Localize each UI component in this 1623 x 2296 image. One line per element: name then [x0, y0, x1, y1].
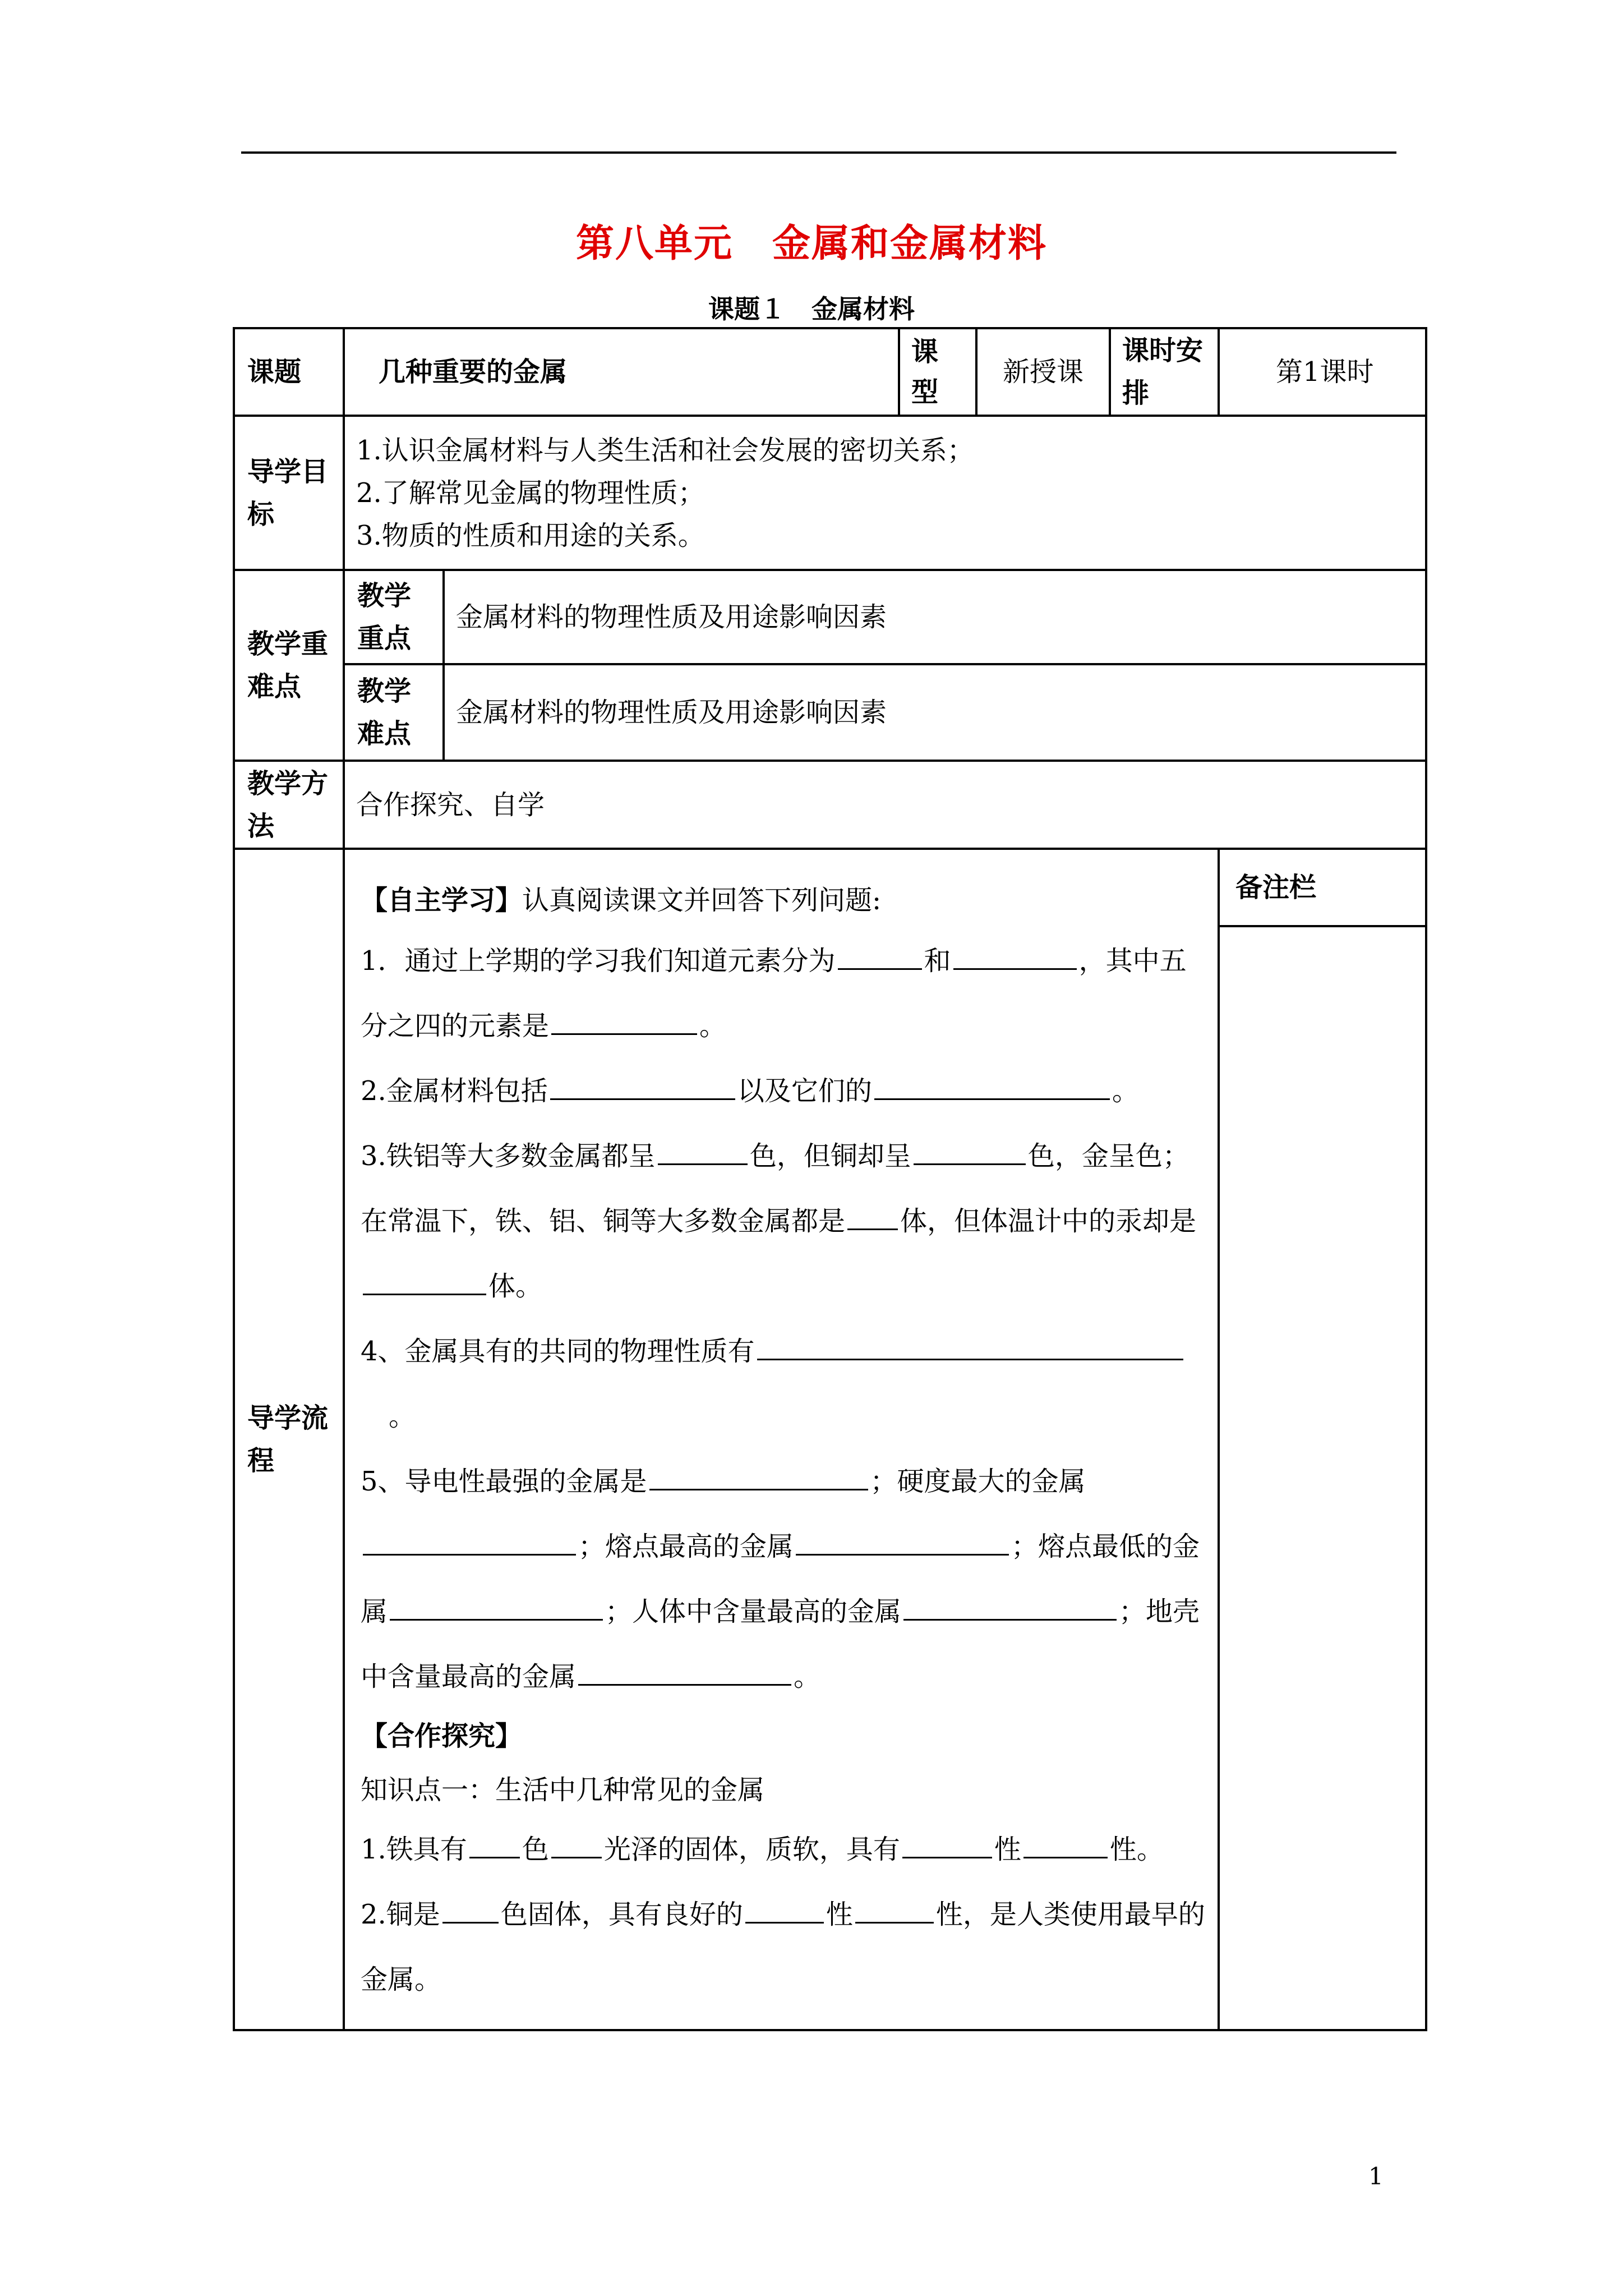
- answer-blank[interactable]: [745, 1895, 824, 1924]
- answer-blank[interactable]: [757, 1332, 1183, 1360]
- question-2: [361, 1059, 1211, 1124]
- info-row: [234, 328, 1426, 416]
- lesson-subtitle: 课题１ 金属材料: [708, 294, 915, 324]
- q3-text-c: 色，金呈色；在常温下，铁、铝、铜等大多数金属都是: [361, 1140, 1189, 1237]
- goal-item: 1.认识金属材料与人类生活和社会发展的密切关系；: [356, 434, 974, 466]
- page-number: 1: [1368, 2162, 1384, 2190]
- header-rule: [241, 151, 1396, 154]
- method-value: 合作探究、自学: [344, 761, 1426, 849]
- schedule-label: 课时安排: [1110, 328, 1219, 416]
- q5-text-e: ；人体中含量最高的金属: [605, 1596, 902, 1627]
- q5-text-c: ；熔点最高的金属: [578, 1531, 794, 1562]
- question-4: [361, 1319, 1211, 1449]
- goals-content: [344, 416, 1426, 570]
- answer-blank[interactable]: [578, 1657, 791, 1686]
- unit-title: 第八单元 金属和金属材料: [575, 221, 1047, 266]
- question-1: [361, 928, 1211, 1059]
- answer-blank[interactable]: [469, 1830, 520, 1858]
- q3-text-b: 色，但铜却呈: [749, 1140, 911, 1172]
- q3-text-a: 3.铁铝等大多数金属都呈: [361, 1140, 656, 1172]
- answer-blank[interactable]: [363, 1267, 486, 1295]
- answer-blank[interactable]: [442, 1895, 499, 1924]
- q1-text-d: 。: [699, 1010, 727, 1042]
- difficulty-label: 教学难点: [344, 664, 444, 761]
- k1-text-c: 光泽的固体，质软，具有: [603, 1834, 900, 1865]
- answer-blank[interactable]: [838, 941, 922, 970]
- knowledge-question-1: [361, 1817, 1211, 1882]
- focus-label: 教学重点: [344, 570, 444, 664]
- k1-text-e: 性。: [1109, 1834, 1164, 1865]
- answer-blank[interactable]: [390, 1592, 603, 1621]
- type-label: 课型: [899, 328, 976, 416]
- key-points-label: 教学重难点: [234, 570, 344, 761]
- q5-text-d: ；熔点最低的金属: [361, 1531, 1200, 1627]
- difficulty-row: [234, 664, 1426, 761]
- type-value: 新授课: [976, 328, 1110, 416]
- answer-blank[interactable]: [855, 1895, 934, 1924]
- k2-text-b: 色固体，具有良好的: [500, 1899, 743, 1930]
- answer-blank[interactable]: [914, 1137, 1026, 1165]
- q5-text-b: ；硬度最大的金属: [870, 1466, 1086, 1497]
- q3-text-d: 体，但体温计中的汞却是: [900, 1205, 1197, 1237]
- k2-text-d: 性，是人类使用最早的金属。: [361, 1899, 1205, 1995]
- q5-text-a: 5、导电性最强的金属是: [361, 1466, 647, 1497]
- topic-value: 几种重要的金属: [344, 328, 899, 416]
- q1-text-b: 和: [924, 945, 951, 977]
- flow-content: [344, 849, 1219, 2030]
- goals-row: [234, 416, 1426, 570]
- question-5: [361, 1449, 1211, 1709]
- answer-blank[interactable]: [551, 1006, 697, 1035]
- answer-blank[interactable]: [551, 1830, 602, 1858]
- q1-text-c: ，其中五分之四的元素是: [361, 945, 1187, 1042]
- k1-text-d: 性: [994, 1834, 1021, 1865]
- goal-item: 3.物质的性质和用途的关系。: [356, 519, 705, 551]
- self-study-intro: 认真阅读课文并回答下列问题:: [522, 885, 882, 916]
- q2-text-b: 以及它们的: [737, 1075, 872, 1107]
- answer-blank[interactable]: [902, 1830, 992, 1858]
- lesson-plan-table-wrap: [233, 327, 1425, 2031]
- q4-text-b: 。: [389, 1401, 416, 1432]
- q5-text-g: 。: [794, 1661, 821, 1692]
- coop-heading: 【合作探究】: [361, 1720, 523, 1752]
- answer-blank[interactable]: [847, 1202, 898, 1230]
- flow-label: 导学流程: [234, 849, 344, 2030]
- focus-value: 金属材料的物理性质及用途影响因素: [444, 570, 1426, 664]
- answer-blank[interactable]: [796, 1527, 1009, 1556]
- q2-text-c: 。: [1112, 1075, 1139, 1107]
- goals-label: 导学目标: [234, 416, 344, 570]
- lesson-plan-table: [233, 327, 1427, 2031]
- answer-blank[interactable]: [649, 1462, 868, 1490]
- goal-item: 2.了解常见金属的物理性质；: [356, 477, 705, 509]
- answer-blank[interactable]: [874, 1071, 1110, 1100]
- q1-text-a: 1．通过上学期的学习我们知道元素分为: [361, 945, 836, 977]
- flow-row: [234, 849, 1426, 2030]
- answer-blank[interactable]: [363, 1527, 576, 1556]
- answer-blank[interactable]: [1023, 1830, 1108, 1858]
- k2-text-a: 2.铜是: [361, 1899, 440, 1930]
- method-row: [234, 761, 1426, 849]
- k2-text-c: 性: [826, 1899, 853, 1930]
- question-3: [361, 1124, 1211, 1319]
- focus-row: [234, 570, 1426, 664]
- q5-text-f: ；地壳中含量最高的金属: [361, 1596, 1200, 1692]
- knowledge-question-2: [361, 1882, 1211, 2012]
- notes-label: 备注栏: [1220, 850, 1425, 927]
- topic-label: 课题: [234, 328, 344, 416]
- schedule-value: 第1课时: [1219, 328, 1426, 416]
- answer-blank[interactable]: [953, 941, 1077, 970]
- q4-text-a: 4、金属具有的共同的物理性质有: [361, 1336, 755, 1367]
- k1-text-b: 色: [522, 1834, 549, 1865]
- k1-text-a: 1.铁具有: [361, 1834, 467, 1865]
- answer-blank[interactable]: [550, 1071, 735, 1100]
- self-study-heading: 【自主学习】: [361, 885, 523, 916]
- knowledge-point-1: 知识点一：生活中几种常见的金属: [361, 1774, 765, 1806]
- answer-blank[interactable]: [903, 1592, 1117, 1621]
- method-label: 教学方法: [234, 761, 344, 849]
- notes-column: [1219, 849, 1426, 2030]
- q3-text-e: 体。: [488, 1271, 543, 1302]
- answer-blank[interactable]: [658, 1137, 748, 1165]
- difficulty-value: 金属材料的物理性质及用途影响因素: [444, 664, 1426, 761]
- q2-text-a: 2.金属材料包括: [361, 1075, 548, 1107]
